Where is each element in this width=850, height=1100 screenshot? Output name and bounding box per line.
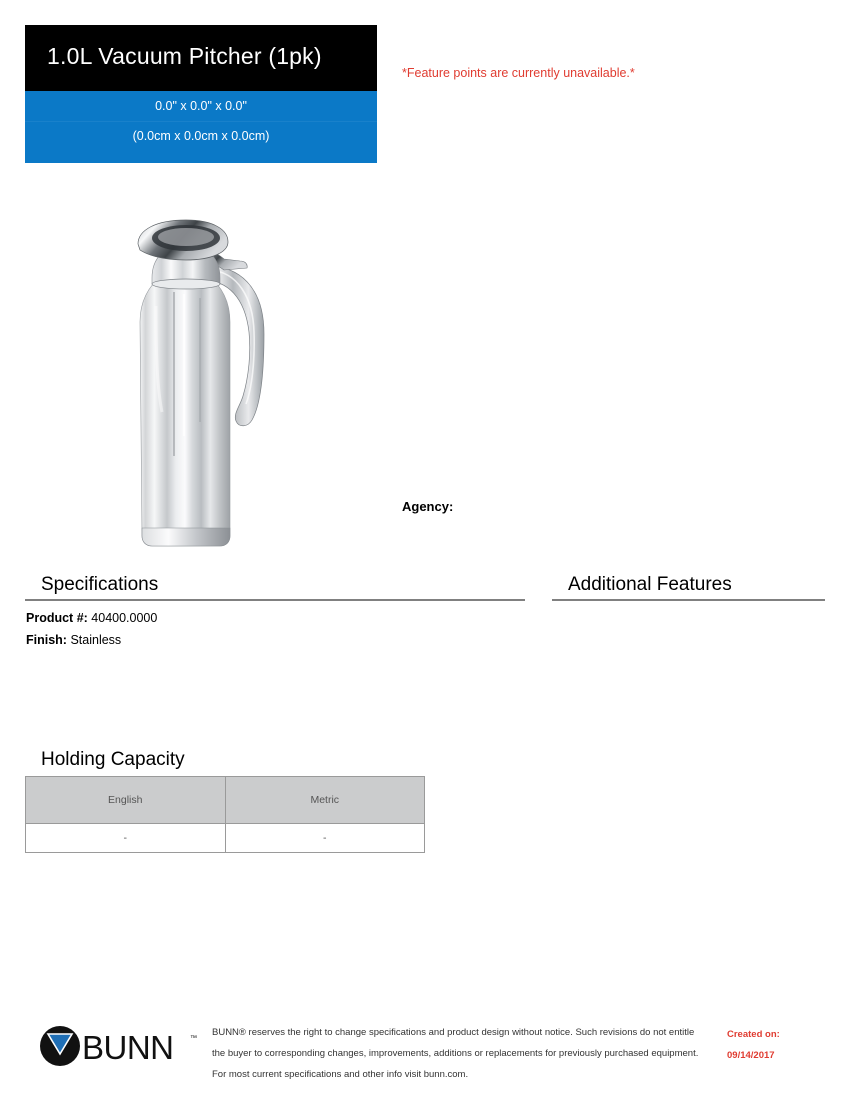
cell-metric-value: -: [225, 824, 425, 853]
pitcher-opening-sheen: [158, 228, 214, 246]
table-head: [26, 777, 425, 824]
additional-features-section: [552, 573, 825, 607]
spec-value: Stainless: [70, 633, 122, 647]
specifications-rule: [25, 599, 525, 601]
product-image: [112, 206, 287, 551]
footer-created-on: [727, 1024, 780, 1066]
product-header-box: [25, 25, 377, 163]
spec-label: Product #:: [26, 611, 88, 625]
product-title-band: [25, 25, 377, 91]
additional-features-rule: [552, 599, 825, 601]
disclaimer-line-3: For most current specifications and other info visit bunn.com.: [212, 1069, 469, 1080]
pitcher-base: [142, 528, 230, 546]
pitcher-collar: [152, 279, 220, 289]
created-on-label: Created on:: [727, 1029, 780, 1040]
holding-capacity-table: [25, 776, 425, 853]
holding-capacity-section: [25, 748, 425, 853]
bunn-logo: [38, 1024, 198, 1068]
column-header-metric: Metric: [225, 777, 425, 824]
table-body: [26, 824, 425, 853]
created-on-date: 09/14/2017: [727, 1050, 775, 1061]
additional-features-heading: Additional Features: [568, 574, 732, 595]
disclaimer-line-1: BUNN® reserves the right to change specifications and product design without notice. Such revisions do not entitle: [212, 1027, 695, 1038]
spec-row-finish: [25, 629, 525, 651]
column-header-english: English: [26, 777, 226, 824]
bunn-logo-icon: [38, 1024, 198, 1068]
logo-wordmark: BUNN: [82, 1029, 174, 1066]
footer-disclaimer: [212, 1022, 712, 1085]
dimensions-metric: (0.0cm x 0.0cm x 0.0cm): [25, 121, 377, 163]
specifications-list: [25, 607, 525, 651]
logo-trademark: ™: [190, 1035, 197, 1042]
spec-value: 40400.0000: [91, 611, 158, 625]
dimensions-english: 0.0" x 0.0" x 0.0": [155, 99, 247, 113]
disclaimer-line-2: the buyer to corresponding changes, improvements, additions or replacements for previously purchased equipment.: [212, 1048, 699, 1059]
vacuum-pitcher-icon: [112, 206, 287, 551]
spec-row-product-number: [25, 607, 525, 629]
table-header-row: [26, 777, 425, 824]
footer: [0, 1008, 850, 1100]
feature-points-unavailable-note: *Feature points are currently unavailable.*: [402, 66, 635, 80]
holding-capacity-heading: Holding Capacity: [41, 749, 185, 770]
agency-label: Agency:: [402, 499, 454, 514]
spec-label: Finish:: [26, 633, 67, 647]
product-dimensions-band: [25, 91, 377, 163]
agency-block: [402, 499, 453, 514]
specifications-section: [25, 573, 525, 651]
table-row: [26, 824, 425, 853]
specifications-heading: Specifications: [41, 574, 159, 595]
cell-english-value: -: [26, 824, 226, 853]
page-title: 1.0L Vacuum Pitcher (1pk): [47, 43, 322, 69]
